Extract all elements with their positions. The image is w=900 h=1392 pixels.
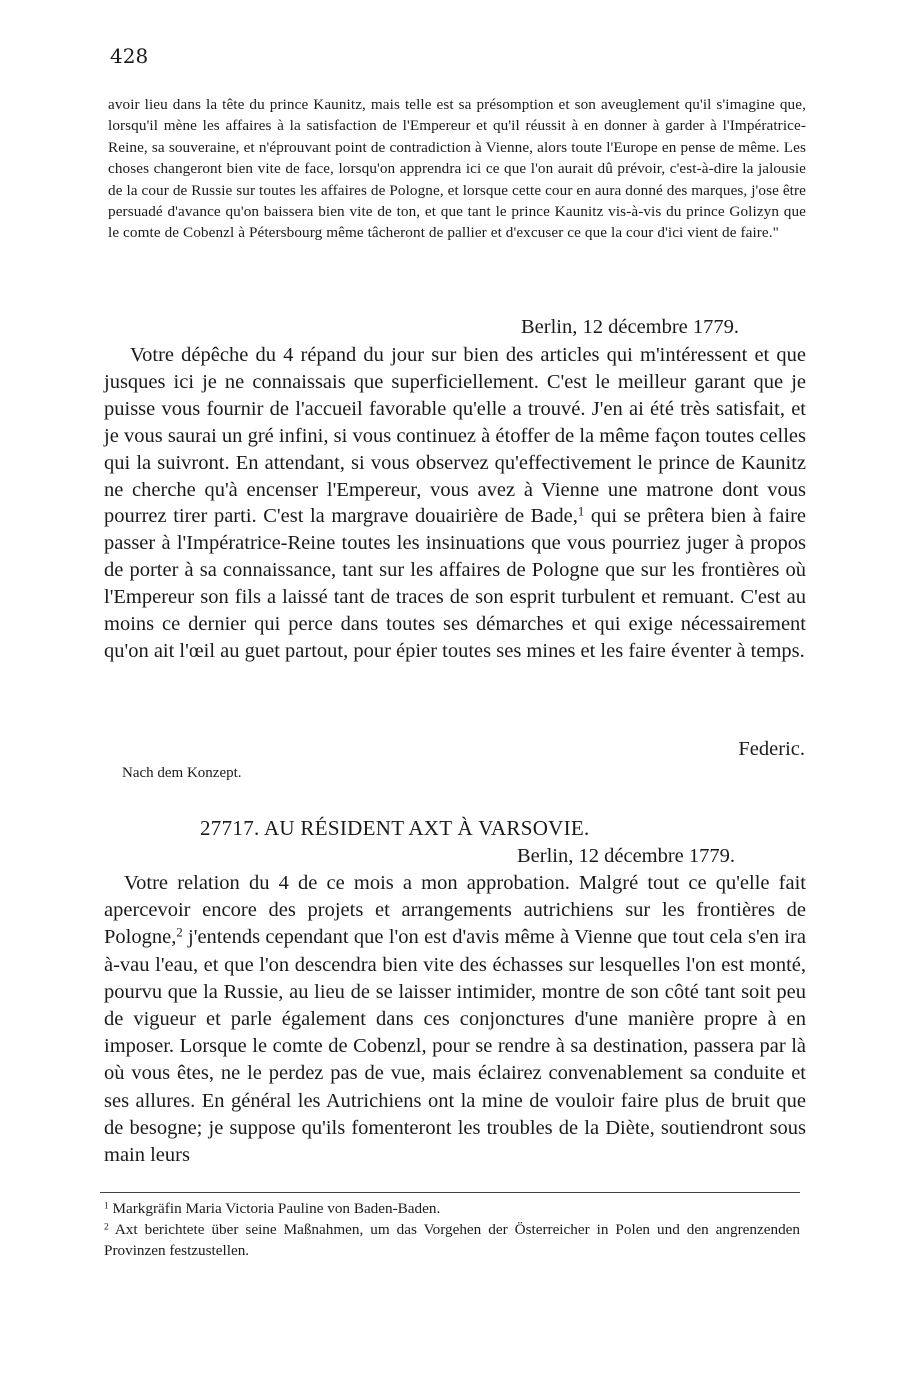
letter1-source-note: Nach dem Konzept. <box>122 765 242 781</box>
page-number: 428 <box>110 44 149 68</box>
letter2-text-part2: j'entends cependant que l'on est d'avis même à Vienne que tout cela s'en ira à-vau l'eau, et que l'on descendra bien vite des échasses sur lesquelles l'on est monté, pourvu que la Russie, au lieu de se laisser intimider, montre de son côté tant soit peu de vigueur et parle également dans ces conjonctures d'une manière propre à en imposer. Lorsque le comte de Cobenzl, pour se rendre à sa destination, passera par là où vous êtes, ne le perdez pas de vue, mais éclairez convenablement sa conduite et ses allures. En général les Autrichiens ont la mine de vouloir faire plus de bruit que de besogne; je suppose qu'ils fomenteront les troubles de la Diète, soutiendront sous main leurs <box>104 926 806 1167</box>
quoted-report-text: avoir lieu dans la tête du prince Kaunitz, mais telle est sa présomption et son aveuglement qu'il s'imagine que, lorsqu'il mène les affaires à la satisfaction de l'Empereur et qu'il réussit à en donner à garder à l'Impératrice-Reine, sa souveraine, et n'éprouvant point de contradiction à Vienne, alors toute l'Europe en pense de même. Les choses changeront bien vite de face, lorsqu'on apprendra ici ce que l'on aurait dû prévoir, c'est-à-dire la jalousie de la cour de Russie sur toutes les affaires de Pologne, et lorsque cette cour en aura donné des marques, j'ose être persuadé d'avance qu'on baissera bien vite de ton, et que tant le prince Kaunitz vis-à-vis du prince Golizyn que le comte de Cobenzl à Pétersbourg même tâcheront de pallier et d'excuser ce que la cour d'ici vient de faire." <box>108 96 806 242</box>
footnote-2-number: 2 <box>104 1222 109 1233</box>
footnote-divider <box>100 1192 800 1193</box>
letter1-body <box>104 342 806 665</box>
letter2-dateline: Berlin, 12 décembre 1779. <box>517 845 736 867</box>
letter2-heading: 27717. AU RÉSIDENT AXT À VARSOVIE. <box>200 816 590 840</box>
footnote-ref-2: 2 <box>176 926 183 941</box>
letter2-text-part1: Votre relation du 4 de ce mois a mon approbation. Malgré tout ce qu'elle fait apercevoir encore des projets et arrangements autrichiens sur les frontières de Pologne, <box>104 872 806 949</box>
footnote-2 <box>104 1219 800 1261</box>
letter1-signature: Federic. <box>738 738 805 760</box>
footnote-1-number: 1 <box>104 1201 109 1212</box>
letter1-dateline: Berlin, 12 décembre 1779. <box>521 316 740 338</box>
letter2-body <box>104 870 806 1169</box>
footnote-1 <box>104 1198 800 1219</box>
letter1-text-part2: qui se prêtera bien à faire passer à l'Impératrice-Reine toutes les insinuations que vous pourriez juger à propos de porter à sa connaissance, tant sur les affaires de Pologne que sur les frontières où l'Empereur son fils a laissé tant de traces de son esprit turbulent et remuant. C'est au moins ce dernier qui perce dans toutes ses démarches et qui exige nécessairement qu'on ait l'œil au guet partout, pour épier toutes ses mines et les faire éventer à temps. <box>104 505 806 662</box>
footnote-1-text: Markgräfin Maria Victoria Pauline von Baden-Baden. <box>108 1200 441 1217</box>
letter1-text-part1: Votre dépêche du 4 répand du jour sur bien des articles qui m'intéressent et que jusques ici je ne connaissais que superficiellement. C'est le meilleur garant que je puisse vous fournir de l'accueil favorable qu'elle a trouvé. J'en ai été très satisfait, et je vous saurai un gré infini, si vous continuez à étoffer de la même façon toutes celles qui la suivront. En attendant, si vous observez qu'effectivement le prince de Kaunitz ne cherche qu'à encenser l'Empereur, vous avez à Vienne une matrone dont vous pourrez tirer parti. C'est la margrave douairière de Bade, <box>104 344 806 528</box>
footnote-2-text: Axt berichtete über seine Maßnahmen, um das Vorgehen der Österreicher in Polen und den angrenzenden Provinzen festzustellen. <box>104 1221 800 1259</box>
footnote-ref-1: 1 <box>577 505 585 520</box>
